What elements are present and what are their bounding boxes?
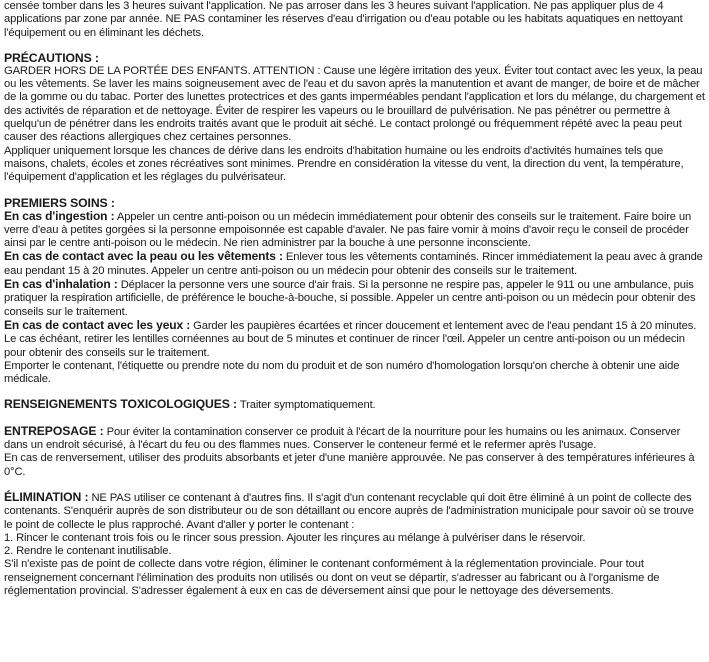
intro-paragraph: censée tomber dans les 3 heures suivant l'application. Ne pas arroser dans les 3 heures suivant l'application. Ne pas appliquer plus de 4 applications par zone par année. NE PAS contaminer les réserves d'eau d'irrigation ou d'eau potable ou les habitats aquatiques en nettoyant l'équipement ou en éliminant les déchets.	[4, 0, 683, 39]
skin-label: En cas de contact avec la peau ou les vêtements :	[4, 249, 283, 264]
disposal-section	[4, 490, 705, 598]
toxicology-text: Traiter symptomatiquement.	[239, 399, 376, 412]
toxicology-paragraph	[4, 397, 705, 412]
container-note: Emporter le contenant, l'étiquette ou prendre note du nom du produit et de son numéro d'homologation lorsqu'on cherche à obtenir une aide médicale.	[4, 359, 680, 386]
ingestion-text: Appeler un centre anti-poison ou un médecin immédiatement pour obtenir des conseils sur le traitement. Faire boire un verre d'eau à petites gorgées si la personne empoisonnée est capable d'avaler. Ne pas faire vomir à moins d'avoir reçu le conseil de procéder ainsi par le centre anti-poison ou le médecin. Ne rien administrer par la bouche à une personne inconsciente.	[4, 210, 692, 250]
eyes-text: Garder les paupières écartées et rincer doucement et lentement avec de l'eau pendant 15 à 20 minutes. Le cas échéant, retirer les lentilles cornéennes au bout de 5 minutes et continuer de rincer l'œil. Appeler un centre anti-poison ou un médecin pour obtenir des conseils sur le traitement.	[4, 319, 697, 359]
storage-text-1: Pour éviter la contamination conserver ce produit à l'écart de la nourriture pour les humains ou les animaux. Conserver dans un endroit sécurisé, à l'écart du feu ou des flammes nues. Conserver le conteneur fermé et le refermer après l'usage.	[4, 425, 681, 452]
skin-text: Enlever tous les vêtements contaminés. Rincer immédiatement la peau avec à grande eau pendant 15 à 20 minutes. Appeler un centre anti-poison ou un médecin pour obtenir des conseils sur le traitement.	[4, 251, 703, 277]
inhalation-text: Déplacer la personne vers une source d'air frais. Si la personne ne respire pas, appeler le 911 ou une ambulance, puis pratiquer la respiration artificielle, de préférence le bouche-à-bouche, si possible. Appeler un centre anti-poison ou un médecin pour obtenir des conseils sur le traitement.	[4, 279, 696, 318]
disposal-step-1: 1. Rincer le contenant trois fois ou le rincer sous pression. Ajouter les rinçures au mélange à pulvériser dans le réservoir.	[4, 531, 586, 544]
toxicology-heading: RENSEIGNEMENTS TOXICOLOGIQUES :	[4, 397, 238, 412]
precautions-section	[4, 51, 705, 185]
eyes-label: En cas de contact avec les yeux :	[4, 317, 191, 332]
skin-paragraph	[4, 250, 705, 278]
toxicology-section	[4, 397, 705, 412]
ingestion-label: En cas d'ingestion :	[4, 208, 115, 223]
disposal-heading: ÉLIMINATION :	[4, 489, 89, 504]
storage-text-2: En cas de renversement, utiliser des produits absorbants et jeter d'une manière approuvée. Ne pas conserver à des températures inférieures à 0°C.	[4, 452, 695, 478]
first-aid-heading: PREMIERS SOINS :	[4, 195, 115, 210]
first-aid-section	[4, 196, 705, 387]
storage-paragraph	[4, 424, 705, 453]
storage-heading: ENTREPOSAGE :	[4, 423, 104, 438]
disposal-step-2: 2. Rendre le contenant inutilisable.	[4, 545, 172, 558]
drift-paragraph: Appliquer uniquement lorsque les chances de dérive dans les endroits d'habitation humaine ou les endroits d'activités humaines tels que maisons, chalets, écoles et zones récréatives sont minimes. Prendre en considération la vitesse du vent, la direction du vent, la température, l'équipement d'application et les réglages du pulvérisateur.	[4, 144, 684, 184]
inhalation-paragraph	[4, 278, 705, 319]
label-page	[4, 0, 705, 598]
ingestion-paragraph	[4, 210, 705, 251]
disposal-text-1: NE PAS utiliser ce contenant à d'autres fins. Il s'agit d'un contenant recyclable qui doit être éliminé à un point de collecte des contenants. S'enquérir auprès de son distributeur ou de son détaillant ou encore auprès de l'administration municipale pour savoir où se trouve le point de collecte le plus rapproché. Avant d'aller y porter le contenant :	[4, 491, 694, 531]
precautions-paragraph: GARDER HORS DE LA PORTÉE DES ENFANTS. ATTENTION : Cause une légère irritation des yeux. Éviter tout contact avec les yeux, la peau ou les vêtements. Se laver les mains soigneusement avec de l'eau et du savon après la manutention et avant de manger, de boire et de mâcher de la gomme ou du tabac. Porter des lunettes protectrices et des gants imperméables pendant l'application et lors du mélange, du chargement et des activités de réparation et de nettoyage. Éviter de respirer les vapeurs ou le brouillard de pulvérisation. Ne pas pénétrer ou permettre à quelqu'un de pénétrer dans les endroits traités avant que le produit ait séché. Le contact prolongé ou fréquemment répété avec la peau peut causer des réactions allergiques chez certaines personnes.	[4, 64, 705, 144]
precautions-heading: PRÉCAUTIONS :	[4, 50, 99, 65]
disposal-text-2: S'il n'existe pas de point de collecte dans votre région, éliminer le contenant conformément à la réglementation provinciale. Pour tout renseignement concernant l'élimination des produits non utilisés ou dont on veut se départir, s'adresser au fabricant ou à l'organisme de réglementation provincial. S'adresser également à eux en cas de déversement ainsi que pour le nettoyage des déversements.	[4, 558, 660, 597]
eyes-paragraph	[4, 319, 705, 360]
inhalation-label: En cas d'inhalation :	[4, 277, 118, 292]
disposal-paragraph	[4, 490, 705, 532]
storage-section	[4, 424, 705, 479]
